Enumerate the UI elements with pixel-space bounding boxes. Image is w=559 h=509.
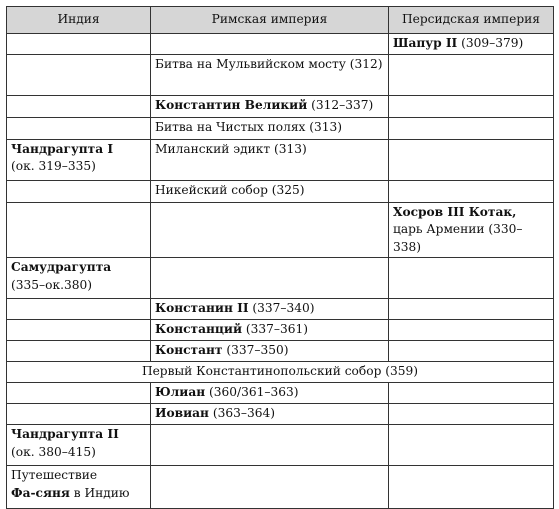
cell-merged-event: Первый Константинопольский собор (359) xyxy=(7,362,554,383)
table-row xyxy=(7,299,554,320)
table-row xyxy=(7,466,554,509)
table-row xyxy=(7,139,554,180)
cell-persia xyxy=(389,139,554,180)
cell-rome: Никейский собор (325) xyxy=(151,180,389,202)
cell-rome xyxy=(151,320,389,341)
cell-india xyxy=(7,404,151,425)
cell-persia xyxy=(389,425,554,466)
table-row xyxy=(7,341,554,362)
cell-india xyxy=(7,117,151,139)
cell-rome xyxy=(151,34,389,55)
table-row xyxy=(7,383,554,404)
table-row xyxy=(7,258,554,299)
cell-persia xyxy=(389,54,554,95)
cell-india xyxy=(7,139,151,180)
ruler-name: Иовиан xyxy=(155,406,209,420)
ruler-name: Юлиан xyxy=(155,385,206,399)
cell-india xyxy=(7,383,151,404)
header-row xyxy=(7,7,554,34)
cell-india xyxy=(7,34,151,55)
table-row xyxy=(7,362,554,383)
cell-persia xyxy=(389,34,554,55)
ruler-name: Констанин II xyxy=(155,301,249,315)
ruler-years: (363–364) xyxy=(208,406,275,420)
table-row xyxy=(7,95,554,117)
cell-india xyxy=(7,95,151,117)
table-row xyxy=(7,425,554,466)
cell-persia xyxy=(389,320,554,341)
ruler-name: Константин Великий xyxy=(155,97,308,112)
header-rome: Римская империя xyxy=(151,7,389,34)
cell-rome xyxy=(151,425,389,466)
cell-persia xyxy=(389,258,554,299)
cell-persia xyxy=(389,180,554,202)
table-row xyxy=(7,320,554,341)
table-row xyxy=(7,202,554,258)
cell-india xyxy=(7,258,151,299)
cell-india xyxy=(7,202,151,258)
ruler-name: Чандрагупта I xyxy=(11,141,114,156)
cell-rome xyxy=(151,466,389,509)
table-row xyxy=(7,404,554,425)
ruler-name: Констант xyxy=(155,343,223,357)
table-row xyxy=(7,34,554,55)
cell-india xyxy=(7,299,151,320)
header-persia: Персидская империя xyxy=(389,7,554,34)
cell-rome xyxy=(151,299,389,320)
ruler-years: (312–337) xyxy=(307,97,374,112)
ruler-name: Хосров III Котак, xyxy=(393,204,517,219)
cell-rome xyxy=(151,95,389,117)
ruler-name: Самудрагупта xyxy=(11,260,112,274)
cell-rome xyxy=(151,404,389,425)
cell-persia xyxy=(389,117,554,139)
cell-india xyxy=(7,54,151,95)
cell-persia xyxy=(389,202,554,258)
cell-india xyxy=(7,425,151,466)
cell-persia xyxy=(389,95,554,117)
ruler-years: (ок. 319–335) xyxy=(11,159,96,173)
cell-persia xyxy=(389,404,554,425)
cell-rome xyxy=(151,383,389,404)
table-row xyxy=(7,54,554,95)
event-suffix: в Индию xyxy=(69,485,130,500)
ruler-years: (309–379) xyxy=(457,36,524,50)
ruler-years: (ок. 380–415) xyxy=(11,444,96,459)
cell-persia xyxy=(389,341,554,362)
ruler-name: Констанций xyxy=(155,322,243,336)
event-prefix: Путешествие xyxy=(11,468,98,482)
cell-india xyxy=(7,180,151,202)
ruler-years: (335–ок.380) xyxy=(11,277,92,292)
table-row xyxy=(7,117,554,139)
ruler-years: (337–350) xyxy=(222,343,289,357)
cell-rome xyxy=(151,202,389,258)
cell-rome xyxy=(151,341,389,362)
ruler-name: Чандрагупта II xyxy=(11,427,119,441)
cell-persia xyxy=(389,466,554,509)
traveler-name: Фа-сяня xyxy=(11,485,70,500)
cell-india xyxy=(7,466,151,509)
cell-rome: Битва на Мульвийском мосту (312) xyxy=(151,54,389,95)
cell-india xyxy=(7,320,151,341)
header-india: Индия xyxy=(7,7,151,34)
cell-rome xyxy=(151,258,389,299)
cell-rome: Битва на Чистых полях (313) xyxy=(151,117,389,139)
ruler-years: (360/361–363) xyxy=(205,385,299,399)
cell-persia xyxy=(389,383,554,404)
ruler-years: (337–361) xyxy=(242,322,309,336)
chronology-table xyxy=(6,6,554,509)
ruler-years: (337–340) xyxy=(248,301,315,315)
cell-india xyxy=(7,341,151,362)
ruler-name: Шапур II xyxy=(393,36,458,50)
cell-persia xyxy=(389,299,554,320)
table-row xyxy=(7,180,554,202)
ruler-title: царь Армении (330–338) xyxy=(393,222,523,254)
cell-rome: Миланский эдикт (313) xyxy=(151,139,389,180)
